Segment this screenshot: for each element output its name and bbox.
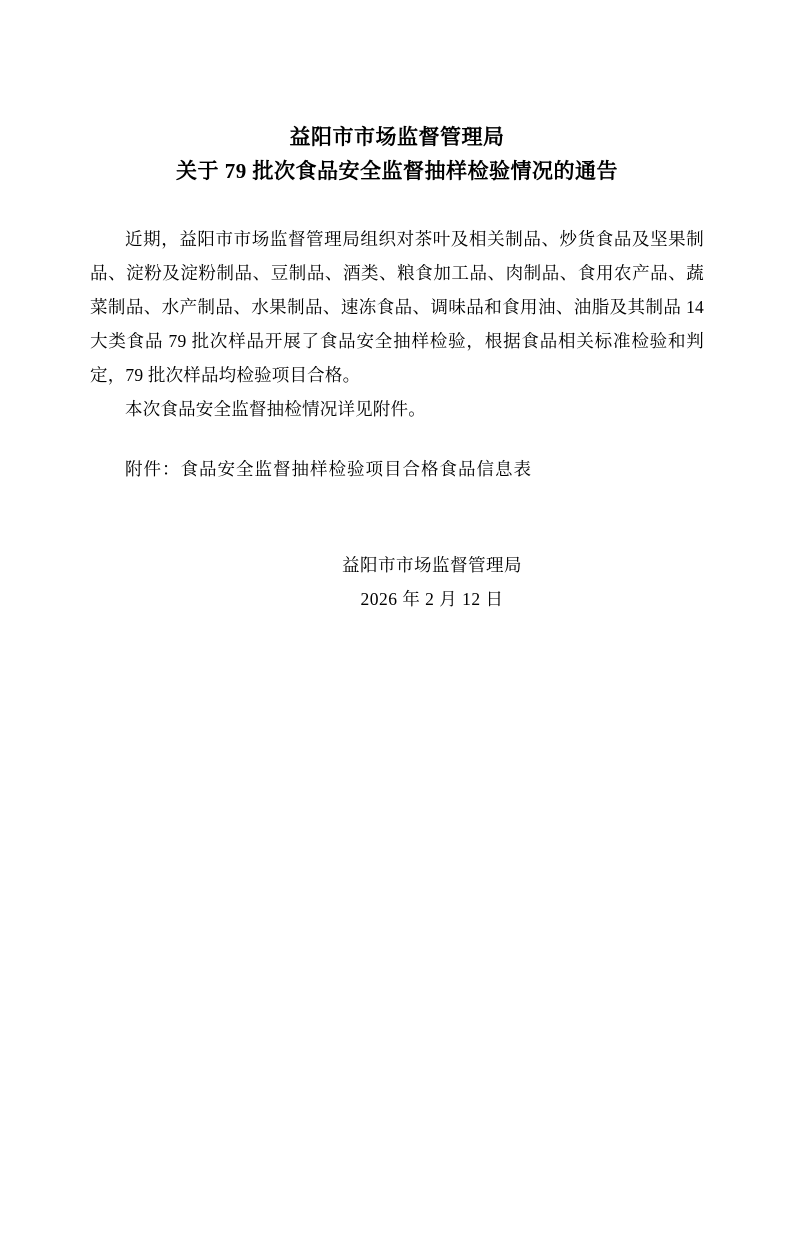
title-line-1: 益阳市市场监督管理局 xyxy=(289,125,505,149)
body-paragraph-2: 本次食品安全监督抽检情况详见附件。 xyxy=(125,399,426,419)
document-body xyxy=(90,222,704,426)
document-page xyxy=(0,120,794,1242)
signature-block xyxy=(90,548,704,616)
body-paragraph-1: 近期，益阳市市场监督管理局组织对茶叶及相关制品、炒货食品及坚果制品、淀粉及淀粉制品、豆制品、酒类、粮食加工品、肉制品、食用农产品、蔬菜制品、水产制品、水果制品、速冻食品、调味品和食用油、油脂及其制品 14 大类食品 79 批次样品开展了食品安全抽样检验，根据食品相关标准检验和判定，79 批次样品均检验项目合格。 xyxy=(90,229,704,385)
signature-organization: 益阳市市场监督管理局 xyxy=(342,555,522,575)
page-title xyxy=(90,120,704,188)
attachment-line: 附件：食品安全监督抽样检验项目合格食品信息表 xyxy=(125,459,532,479)
signature-date: 2026 年 2 月 12 日 xyxy=(360,589,504,609)
title-line-2: 关于 79 批次食品安全监督抽样检验情况的通告 xyxy=(176,159,618,183)
